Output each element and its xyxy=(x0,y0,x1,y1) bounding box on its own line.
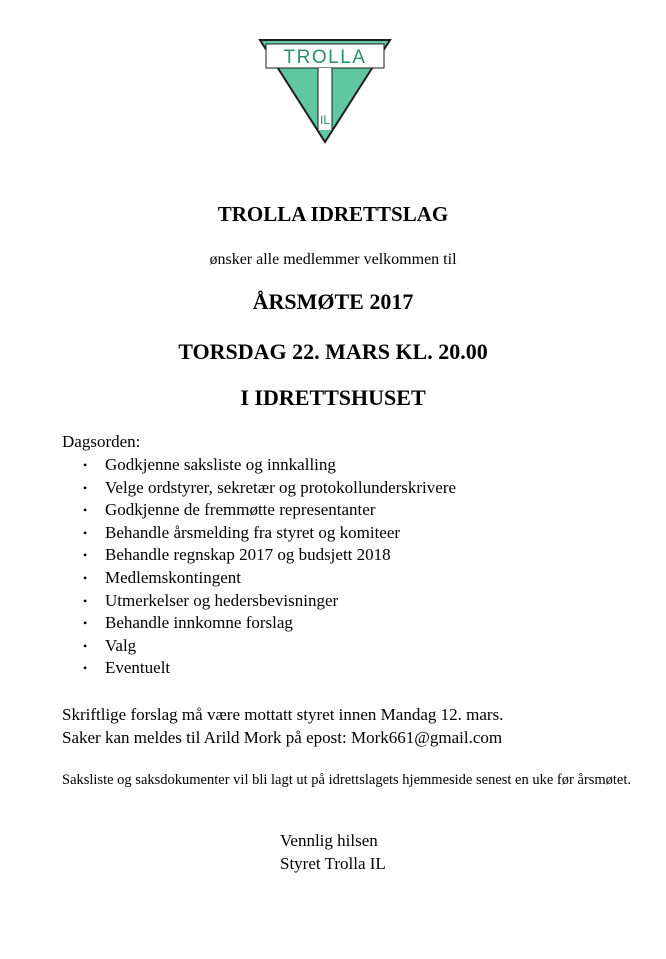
bullet-icon: • xyxy=(83,570,88,585)
agenda-item-text: Behandle årsmelding fra styret og komiteer xyxy=(105,522,401,542)
logo-name: TROLLA xyxy=(283,47,367,68)
bullet-icon: • xyxy=(83,661,88,676)
contact-note: Saker kan meldes til Arild Mork på epost: Mork661@gmail.com xyxy=(62,728,503,747)
agenda-item xyxy=(80,590,456,613)
agenda-item xyxy=(80,477,456,500)
logo-initials: IL xyxy=(319,113,331,127)
agenda-item-text: Utmerkelser og hedersbevisninger xyxy=(105,590,339,610)
event-name: ÅRSMØTE 2017 xyxy=(252,289,414,314)
club-title: TROLLA IDRETTSLAG xyxy=(217,202,449,226)
deadline-note: Skriftlige forslag må være mottatt styret innen Mandag 12. mars. xyxy=(62,705,504,724)
signoff xyxy=(280,829,386,875)
agenda-item-text: Godkjenne saksliste og innkalling xyxy=(105,455,336,474)
submission-notes xyxy=(62,703,503,749)
trolla-logo xyxy=(258,38,392,144)
event-place: I IDRETTSHUSET xyxy=(240,385,426,410)
documents-note: Saksliste og saksdokumenter vil bli lagt ut på idrettslagets hjemmeside senest en uke før årsmøtet. xyxy=(62,772,632,788)
agenda-item xyxy=(80,612,456,635)
agenda-item-text: Behandle innkomne forslag xyxy=(105,613,293,633)
bullet-icon: • xyxy=(83,616,88,631)
agenda-item-text: Behandle regnskap 2017 og budsjett 2018 xyxy=(105,545,391,565)
event-date: TORSDAG 22. MARS KL. 20.00 xyxy=(178,339,488,364)
agenda-list xyxy=(80,454,456,680)
agenda-item xyxy=(80,454,456,477)
agenda-item xyxy=(80,544,456,567)
agenda-item xyxy=(80,567,456,590)
agenda-item xyxy=(80,499,456,522)
agenda-item xyxy=(80,657,456,680)
trolla-shield-icon xyxy=(258,38,392,144)
agenda-item-text: Valg xyxy=(105,635,137,655)
bullet-icon: • xyxy=(83,548,88,563)
agenda-item-text: Godkjenne de fremmøtte representanter xyxy=(105,500,376,520)
bullet-icon: • xyxy=(83,458,88,472)
agenda-heading: Dagsorden: xyxy=(62,432,141,451)
bullet-icon: • xyxy=(83,525,88,540)
sender: Styret Trolla IL xyxy=(280,854,386,873)
greeting: Vennlig hilsen xyxy=(280,831,378,850)
welcome-subtitle: ønsker alle medlemmer velkommen til xyxy=(209,251,457,268)
agenda-item xyxy=(80,522,456,545)
agenda-item-text: Eventuelt xyxy=(105,658,171,678)
bullet-icon: • xyxy=(83,480,88,495)
bullet-icon: • xyxy=(83,593,88,608)
agenda-item xyxy=(80,635,456,658)
bullet-icon: • xyxy=(83,503,88,518)
bullet-icon: • xyxy=(83,638,88,653)
agenda-item-text: Medlemskontingent xyxy=(105,567,241,587)
agenda-item-text: Velge ordstyrer, sekretær og protokollunderskrivere xyxy=(105,477,457,497)
